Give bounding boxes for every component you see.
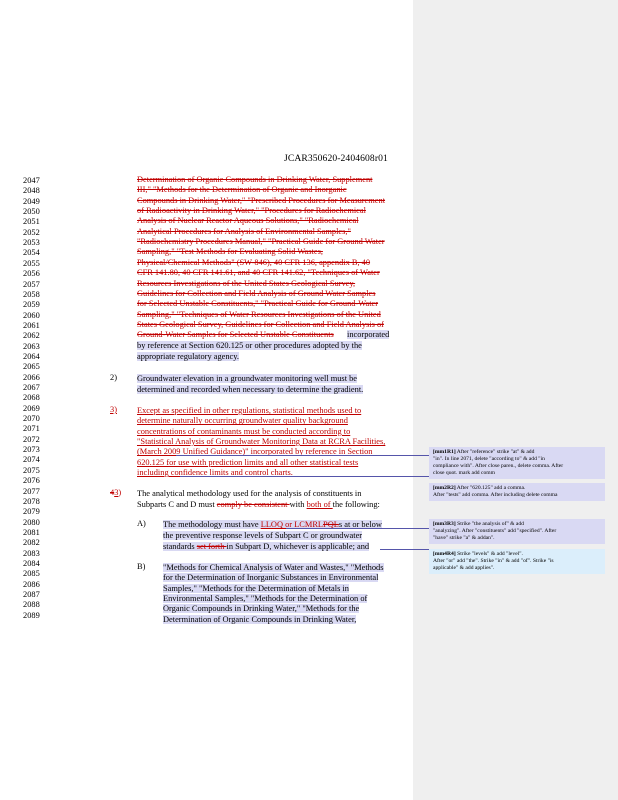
line-number: 2067 [23, 383, 40, 392]
line-number: 2075 [23, 465, 40, 475]
line-number: 2088 [23, 600, 40, 610]
line-number: 2070 [23, 414, 40, 424]
line-number: 2065 [23, 362, 40, 372]
line-number: 2086 [23, 579, 40, 589]
item-4-line-1: The analytical methodology used for the analysis of constituents in [137, 489, 362, 498]
line-number: 2061 [23, 320, 40, 330]
comment-connector-4 [380, 549, 429, 550]
sub-b-line: Organic Compounds in Drinking Water," "Methods for the [163, 604, 360, 614]
line-number: 2074 [23, 455, 40, 465]
inserted-line: determine naturally occurring groundwater quality background [137, 416, 348, 426]
comment-connector-2 [180, 476, 429, 477]
line-number: 2063 [23, 341, 40, 351]
line-number: 2051 [23, 217, 40, 227]
item-4-number: 43) [110, 488, 122, 497]
deleted-line: Sampling," "Test Methods for Evaluating Solid Wastes, [137, 247, 323, 257]
comment-margin [413, 0, 618, 800]
line-number: 2055 [23, 258, 40, 268]
line-number: 2084 [23, 558, 40, 568]
line-number: 2083 [23, 548, 40, 558]
comment-4[interactable]: [mm4R4] Strike "levels" & add "level". After "or" add "the". Strike "in" & add "of". Strike "is applicable" & add applies". [429, 549, 605, 574]
line-number: 2082 [23, 538, 40, 548]
line-number: 2050 [23, 207, 40, 217]
line-number: 2077 [23, 486, 40, 496]
block1-tail-b: by reference at Section 620.125 or other procedures adopted by the [137, 341, 362, 350]
item-2-number: 2) [110, 373, 117, 382]
inserted-line: Except as specified in other regulations, statistical methods used to [137, 406, 362, 415]
line-number: 2079 [23, 507, 40, 517]
comment-connector-3 [286, 528, 429, 529]
sub-b-line: Environmental Samples," "Methods for the Determination of [163, 594, 368, 604]
line-number: 2054 [23, 248, 40, 258]
deleted-line: States Geological Survey, Guidelines for Collection and Field Analysis of [137, 319, 384, 329]
line-number: 2071 [23, 424, 40, 434]
line-number: 2078 [23, 496, 40, 506]
deleted-line: Guidelines for Collection and Field Analysis of Ground Water Samples [137, 288, 376, 298]
line-number: 2057 [23, 279, 40, 289]
deleted-line: for Selected Unstable Constituents," "Practical Guide for Ground-Water [137, 299, 379, 309]
line-number: 2066 [23, 372, 40, 382]
sub-b-line: for the Determination of Inorganic Substances in Environmental [163, 573, 379, 583]
line-number: 2058 [23, 289, 40, 299]
line-number: 2047 [23, 176, 40, 185]
comment-1[interactable]: [mm1R1] After "reference" strike "at" & add "in". In line 2071, delete "according to" & add "in compliance with". After close paren., delete comma. After close quot. mark add comm [429, 447, 605, 479]
deleted-line: "Radiochemistry Procedures Manual," "Practical Guide for Ground Water [137, 237, 385, 247]
line-number: 2056 [23, 269, 40, 279]
deleted-line: Compounds in Drinking Water," "Prescribed Procedures for Measurement [137, 195, 386, 205]
deleted-line: Resources Investigations of the United States Geological Survey, [137, 278, 356, 288]
line-number: 2060 [23, 310, 40, 320]
comment-3[interactable]: [mm3R3] Strike "the analysis of" & add "analyzing". After "constituents" add "specified". After "have" strike "a" & addan". [429, 519, 605, 544]
document-id: JCAR350620-2404608r01 [284, 153, 388, 164]
item-3-number: 3) [110, 405, 117, 414]
line-number: 2087 [23, 590, 40, 599]
line-number: 2048 [23, 186, 40, 196]
line-number: 2081 [23, 527, 40, 537]
deleted-line: Analysis of Nuclear Reactor Aqueous Solutions," "Radiochemical [137, 216, 359, 226]
sub-b-line: Determination of Organic Compounds in Drinking Water, [163, 614, 357, 624]
sub-a-label: A) [137, 519, 146, 528]
sub-b-line: Samples," "Methods for the Determination of Metals in [163, 583, 349, 593]
deleted-line: III," "Methods for the Determination of Organic and Inorganic [137, 185, 347, 195]
inserted-line: including confidence limits and control charts. [137, 468, 293, 478]
line-number: 2076 [23, 476, 40, 486]
deleted-line: Analytical Procedures for Analysis of Environmental Samples," [137, 226, 351, 236]
line-number: 2052 [23, 227, 40, 237]
sub-a-line-1: The methodology must have LLOQ or LCMRLPQLs at or below [163, 520, 382, 529]
deleted-line: of Radioactivity in Drinking Water," "Procedures for Radiochemical [137, 206, 366, 216]
line-number: 2085 [23, 569, 40, 579]
comment-connector-1 [176, 455, 429, 456]
inserted-line: (March 2009 Unified Guidance)" incorporated by reference in Section [137, 447, 373, 457]
sub-a-line-3: standards set forth in Subpart D, whichever is applicable; and [163, 542, 370, 551]
inserted-line: concentrations of contaminants must be conducted according to [137, 426, 351, 436]
line-number: 2064 [23, 351, 40, 361]
deleted-line: Determination of Organic Compounds in Drinking Water, Supplement [137, 175, 373, 184]
item-2-line-1: Groundwater elevation in a groundwater monitoring well must be [137, 374, 358, 383]
line-number: 2072 [23, 434, 40, 444]
deleted-line: Physical/Chemical Methods" (SW-846), 40 CFR 136, appendix B, 40 [137, 257, 371, 267]
line-number: 2062 [23, 331, 40, 341]
line-number: 2080 [23, 517, 40, 527]
inserted-line: "Statistical Analysis of Groundwater Monitoring Data at RCRA Facilities, [137, 437, 386, 447]
line-number: 2053 [23, 238, 40, 248]
inserted-line: 620.125 for use with prediction limits and all other statistical tests [137, 457, 359, 467]
deleted-line: CFR 141.80, 40 CFR 141.61, and 40 CFR 141.62, "Techniques of Water [137, 268, 380, 278]
deleted-line: Sampling," "Techniques of Water Resources Investigations of the United [137, 309, 381, 319]
line-number: 2073 [23, 445, 40, 455]
sub-b-label: B) [137, 562, 146, 571]
line-number: 2089 [23, 610, 40, 620]
item-4-line-2: Subparts C and D must comply be consistent with both of the following: [137, 500, 380, 509]
line-number: 2069 [23, 403, 40, 413]
comment-2[interactable]: [mm2R2] After "620.125" add a comma. After "tests" add comma. After including delete comma [429, 483, 605, 501]
sub-a-line-2: the preventive response levels of Subpart C or groundwater [163, 531, 363, 540]
block1-tail-c: appropriate regulatory agency. [137, 352, 239, 361]
item-2-line-2: determined and recorded when necessary to determine the gradient. [137, 385, 364, 394]
sub-b-line: "Methods for Chemical Analysis of Water and Wastes," "Methods [163, 563, 384, 572]
block1-tail-a: incorporated [347, 330, 390, 339]
line-number: 2068 [23, 393, 40, 403]
line-number: 2059 [23, 300, 40, 310]
line-number: 2049 [23, 196, 40, 206]
deleted-line: Ground-Water Samples for Selected Unstable Constituents [137, 330, 334, 340]
